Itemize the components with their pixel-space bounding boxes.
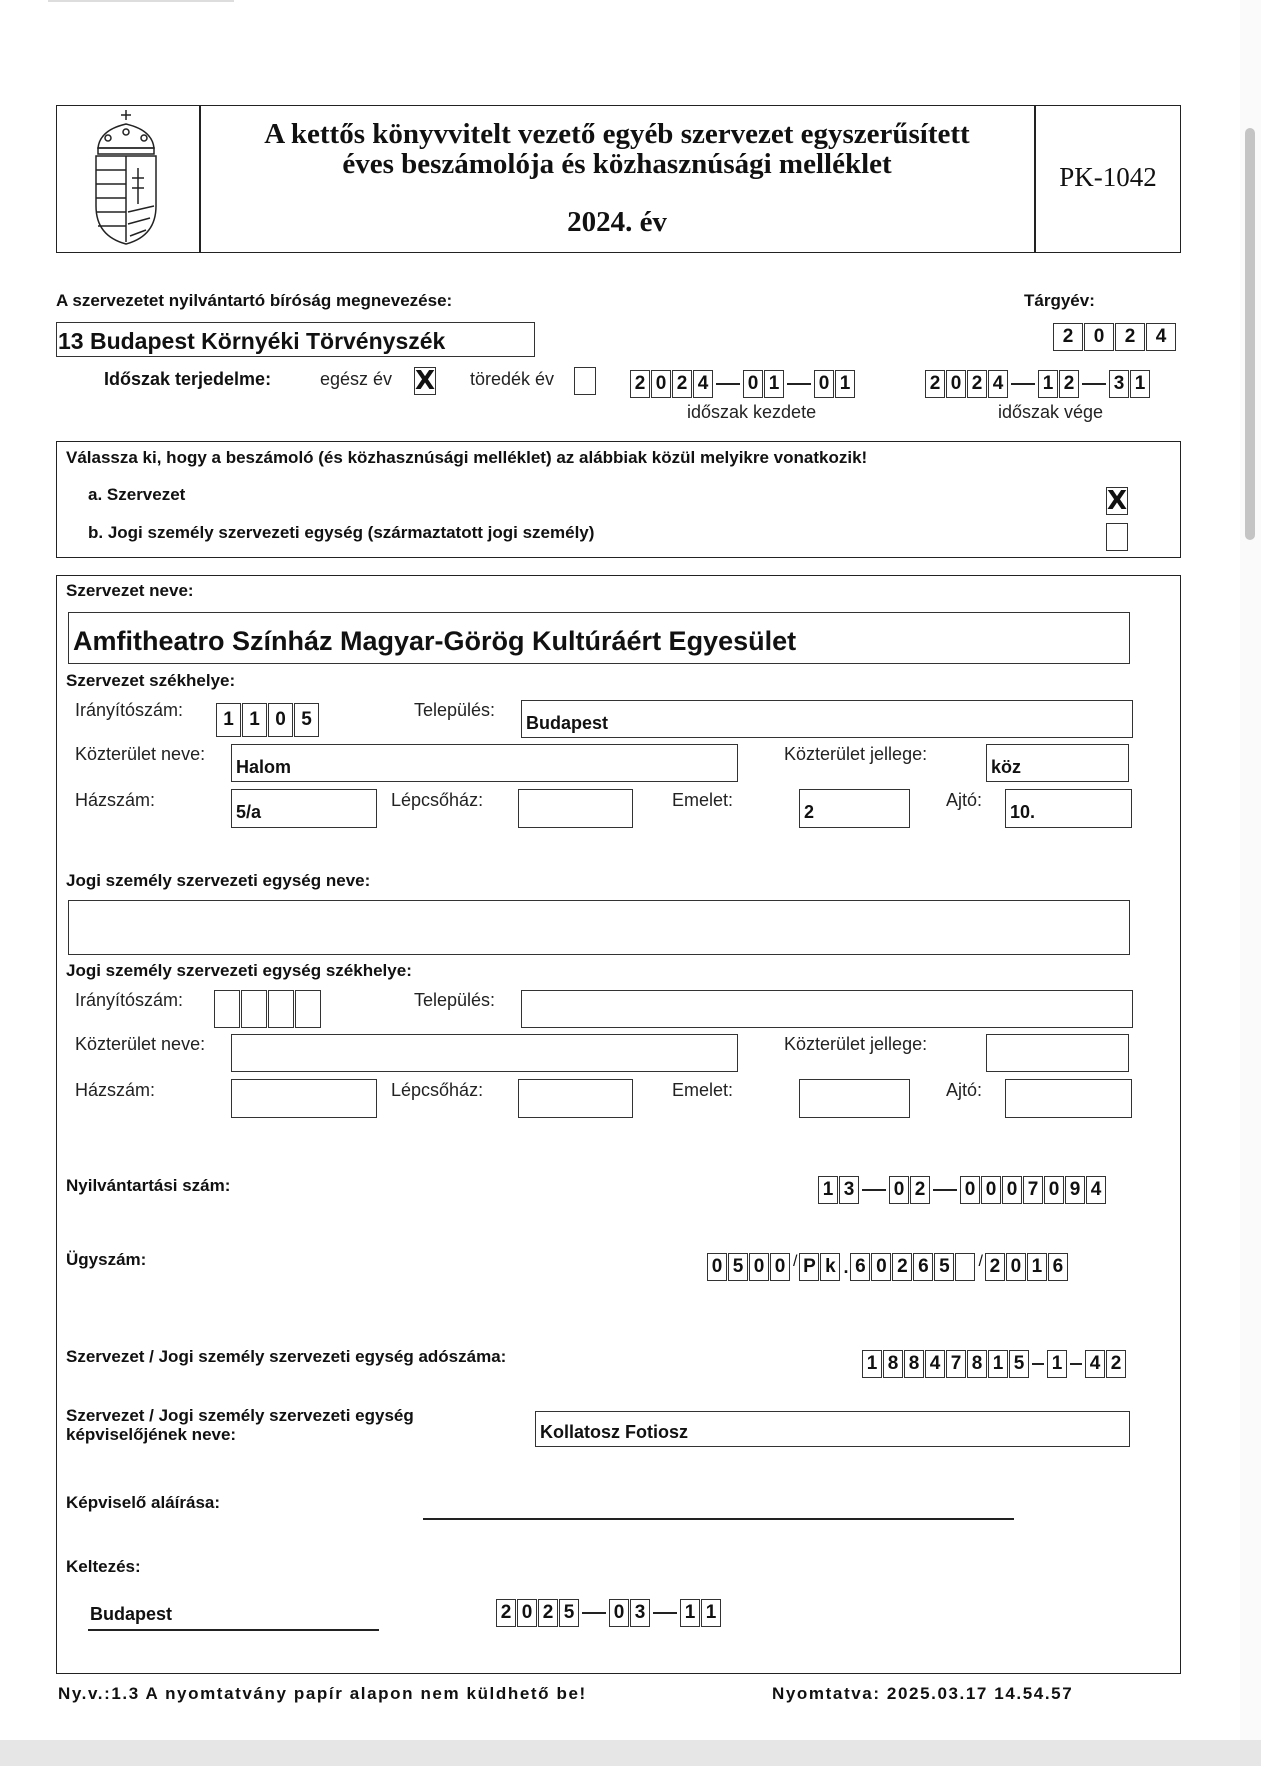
vertical-scrollbar-thumb[interactable]	[1245, 128, 1255, 540]
tax-label: Szervezet / Jogi személy szervezeti egység adószáma:	[66, 1347, 507, 1366]
period-end-y-cell[interactable]: 4	[988, 370, 1008, 398]
egesz-ev-checkbox[interactable]: X	[414, 366, 436, 396]
tax-a-cell[interactable]: 4	[925, 1350, 945, 1378]
date-place-value[interactable]: Budapest	[90, 1604, 173, 1624]
unit-floor-field[interactable]	[799, 1079, 910, 1118]
court-targyev-cell[interactable]: 2	[1115, 323, 1145, 351]
date-d-cell[interactable]: 1	[680, 1599, 700, 1627]
date-y-cell[interactable]: 2	[496, 1599, 516, 1627]
unit-door-label: Ajtó:	[946, 1080, 983, 1100]
date-y-cell[interactable]: 2	[538, 1599, 558, 1627]
form-code: PK-1042	[1059, 162, 1157, 192]
period-end-m-cell[interactable]: 2	[1059, 370, 1079, 398]
org-zip-cells[interactable]	[216, 703, 320, 737]
case-a-cell[interactable]: 0	[749, 1253, 769, 1281]
unit-street-field[interactable]	[231, 1034, 738, 1072]
period-end-y-cell[interactable]: 2	[925, 370, 945, 398]
case-d-cell[interactable]: 1	[1027, 1253, 1047, 1281]
period-end-y-cell[interactable]: 2	[967, 370, 987, 398]
date-place-line	[88, 1629, 379, 1631]
rep-label-line2: képviselőjének neve:	[66, 1425, 237, 1444]
case-slash-1: /	[793, 1253, 798, 1270]
period-start-y-cell[interactable]: 2	[630, 370, 650, 398]
court-targyev-cell[interactable]: 0	[1084, 323, 1114, 351]
org-name-label: Szervezet neve:	[66, 581, 194, 600]
unit-house-label: Házszám:	[75, 1080, 156, 1100]
unit-seat-label: Jogi személy szervezeti egység székhelye:	[66, 961, 412, 980]
registry-number[interactable]	[818, 1176, 1107, 1204]
period-start-d-cell[interactable]: 1	[835, 370, 855, 398]
org-seat-label: Szervezet székhelye:	[66, 671, 236, 690]
registry-c-cell[interactable]: 0	[1044, 1176, 1064, 1204]
registry-c-cell[interactable]: 0	[1002, 1176, 1022, 1204]
tax-a-cell[interactable]: 8	[904, 1350, 924, 1378]
scope-option-a-checkbox[interactable]: X	[1106, 486, 1128, 516]
unit-zip-cell[interactable]	[295, 990, 321, 1028]
org-zip-label: Irányítószám:	[75, 700, 184, 720]
hungarian-coat-of-arms-icon	[88, 108, 164, 248]
case-c-cell[interactable]: 2	[892, 1253, 912, 1281]
tax-a-cell[interactable]: 8	[967, 1350, 987, 1378]
case-c-cell[interactable]: 6	[913, 1253, 933, 1281]
toredek-ev-checkbox[interactable]	[574, 367, 596, 395]
main-form-box	[56, 575, 1181, 1674]
org-zip-cell[interactable]: 0	[268, 703, 293, 737]
unit-city-field[interactable]	[521, 990, 1133, 1028]
court-label: A szervezetet nyilvántartó bíróság megnevezése:	[56, 291, 453, 310]
org-street-label: Közterület neve:	[75, 744, 206, 764]
org-door-label: Ajtó:	[946, 790, 983, 810]
unit-zip-cell[interactable]	[268, 990, 294, 1028]
org-street-type-label: Közterület jellege:	[784, 744, 928, 764]
date-y-cell[interactable]: 5	[559, 1599, 579, 1627]
org-house-label: Házszám:	[75, 790, 156, 810]
tax-a-cell[interactable]: 5	[1009, 1350, 1029, 1378]
period-end-d-cell[interactable]: 3	[1109, 370, 1129, 398]
registry-c-cell[interactable]: 0	[960, 1176, 980, 1204]
period-start-y-cell[interactable]: 0	[651, 370, 671, 398]
case-c-cell[interactable]: 6	[850, 1253, 870, 1281]
tax-c-cell[interactable]: 4	[1085, 1350, 1105, 1378]
case-a-cell[interactable]: 0	[770, 1253, 790, 1281]
rep-label-line1: Szervezet / Jogi személy szervezeti egység	[66, 1406, 414, 1425]
org-house-field[interactable]: 5/a	[231, 789, 377, 828]
registry-b-cell[interactable]: 2	[910, 1176, 930, 1204]
date-d-cell[interactable]: 1	[701, 1599, 721, 1627]
period-end-y-cell[interactable]: 0	[946, 370, 966, 398]
unit-zip-label: Irányítószám:	[75, 990, 184, 1010]
date-y-cell[interactable]: 0	[517, 1599, 537, 1627]
period-start-m-cell[interactable]: 1	[764, 370, 784, 398]
date-label: Keltezés:	[66, 1557, 141, 1576]
org-floor-field[interactable]: 2	[799, 789, 910, 828]
org-zip-cell[interactable]: 1	[242, 703, 267, 737]
case-label: Ügyszám:	[66, 1250, 147, 1269]
period-start-date[interactable]	[630, 370, 856, 398]
org-zip-cell[interactable]: 1	[216, 703, 241, 737]
signature-label: Képviselő aláírása:	[66, 1493, 221, 1512]
case-d-cell[interactable]: 6	[1048, 1253, 1068, 1281]
case-dot: .	[843, 1256, 849, 1277]
org-stair-field[interactable]	[518, 789, 633, 828]
scope-option-b: b. Jogi személy szervezeti egység (származtatott jogi személy)	[88, 523, 595, 542]
registry-b-cell[interactable]: 0	[889, 1176, 909, 1204]
signature-line[interactable]	[423, 1518, 1014, 1520]
case-c-cell[interactable]	[955, 1253, 975, 1281]
toredek-ev-label: töredék év	[470, 369, 555, 389]
unit-stair-field[interactable]	[518, 1079, 633, 1118]
registry-a-cell[interactable]: 3	[839, 1176, 859, 1204]
tax-a-cell[interactable]: 7	[946, 1350, 966, 1378]
case-c-cell[interactable]: 0	[871, 1253, 891, 1281]
registry-a-cell[interactable]: 1	[818, 1176, 838, 1204]
unit-city-label: Település:	[414, 990, 496, 1010]
org-zip-cell[interactable]: 5	[294, 703, 319, 737]
bottom-viewer-bar	[0, 1740, 1261, 1766]
unit-door-field[interactable]	[1005, 1079, 1132, 1118]
period-start-y-cell[interactable]: 4	[693, 370, 713, 398]
case-number[interactable]	[707, 1253, 1069, 1281]
registry-c-cell[interactable]: 4	[1086, 1176, 1106, 1204]
unit-floor-label: Emelet:	[672, 1080, 734, 1100]
scope-option-b-checkbox[interactable]	[1106, 523, 1128, 551]
org-door-field[interactable]: 10.	[1005, 789, 1132, 828]
targyev-label: Tárgyév:	[1024, 291, 1095, 310]
date-m-cell[interactable]: 3	[630, 1599, 650, 1627]
tax-c-cell[interactable]: 2	[1106, 1350, 1126, 1378]
tax-b-cell[interactable]: 1	[1047, 1350, 1067, 1378]
unit-stair-label: Lépcsőház:	[391, 1080, 484, 1100]
targyev-cells[interactable]	[1053, 323, 1177, 351]
case-b-cell[interactable]: k	[820, 1253, 840, 1281]
period-end-caption: időszak vége	[998, 402, 1104, 422]
court-targyev-cell[interactable]: 4	[1146, 323, 1176, 351]
case-a-cell[interactable]: 0	[707, 1253, 727, 1281]
org-name-value: Amfitheatro Színház Magyar-Görög Kultúráért Egyesület	[73, 626, 797, 656]
period-end-m-cell[interactable]: 1	[1038, 370, 1058, 398]
date-m-cell[interactable]: 0	[609, 1599, 629, 1627]
period-label: Időszak terjedelme:	[104, 369, 272, 389]
footer-print-time: Nyomtatva: 2025.03.17 14.54.57	[772, 1684, 1074, 1703]
unit-street-type-label: Közterület jellege:	[784, 1034, 928, 1054]
page-top-edge	[48, 0, 234, 2]
case-d-cell[interactable]: 2	[985, 1253, 1005, 1281]
court-value: 13 Budapest Környéki Törvényszék	[58, 328, 446, 354]
tax-a-cell[interactable]: 1	[988, 1350, 1008, 1378]
unit-street-label: Közterület neve:	[75, 1034, 206, 1054]
period-start-m-cell[interactable]: 0	[743, 370, 763, 398]
registry-label: Nyilvántartási szám:	[66, 1176, 231, 1195]
case-slash-2: /	[978, 1253, 983, 1270]
form-title-line1: A kettős könyvvitelt vezető egyéb szervezet egyszerűsített	[264, 118, 970, 150]
date-cells[interactable]	[496, 1599, 722, 1627]
org-street-field[interactable]: Halom	[231, 744, 738, 782]
registry-c-cell[interactable]: 0	[981, 1176, 1001, 1204]
unit-zip-cells[interactable]	[214, 990, 322, 1028]
form-title-line2: éves beszámolója és közhasznúsági melléklet	[342, 148, 892, 180]
rep-name-field[interactable]: Kollatosz Fotiosz	[535, 1411, 1130, 1447]
court-targyev-cell[interactable]: 2	[1053, 323, 1083, 351]
registry-c-cell[interactable]: 7	[1023, 1176, 1043, 1204]
scope-option-a: a. Szervezet	[88, 485, 186, 504]
registry-c-cell[interactable]: 9	[1065, 1176, 1085, 1204]
period-start-y-cell[interactable]: 2	[672, 370, 692, 398]
scope-question: Válassza ki, hogy a beszámoló (és közhasznúsági melléklet) az alábbiak közül melyikre vonatkozik!	[66, 448, 868, 467]
org-floor-label: Emelet:	[672, 790, 734, 810]
period-end-d-cell[interactable]: 1	[1130, 370, 1150, 398]
unit-house-field[interactable]	[231, 1079, 377, 1118]
case-d-cell[interactable]: 0	[1006, 1253, 1026, 1281]
org-street-type-field[interactable]: köz	[986, 744, 1129, 782]
period-end-date[interactable]	[925, 370, 1151, 398]
form-year: 2024. év	[567, 206, 667, 238]
tax-a-cell[interactable]: 8	[883, 1350, 903, 1378]
org-stair-label: Lépcsőház:	[391, 790, 484, 810]
org-city-field[interactable]: Budapest	[521, 700, 1133, 738]
case-c-cell[interactable]: 5	[934, 1253, 954, 1281]
case-b-cell[interactable]: P	[799, 1253, 819, 1281]
unit-zip-cell[interactable]	[241, 990, 267, 1028]
tax-a-cell[interactable]: 1	[862, 1350, 882, 1378]
footer-left-note: Ny.v.:1.3 A nyomtatvány papír alapon nem küldhető be!	[58, 1684, 587, 1703]
unit-name-field[interactable]	[68, 900, 1130, 955]
period-start-d-cell[interactable]: 0	[814, 370, 834, 398]
org-city-label: Település:	[414, 700, 496, 720]
tax-number[interactable]	[862, 1350, 1127, 1378]
unit-name-label: Jogi személy szervezeti egység neve:	[66, 871, 371, 890]
egesz-ev-label: egész év	[320, 369, 393, 389]
unit-street-type-field[interactable]	[986, 1034, 1129, 1072]
case-a-cell[interactable]: 5	[728, 1253, 748, 1281]
period-start-caption: időszak kezdete	[687, 402, 817, 422]
unit-zip-cell[interactable]	[214, 990, 240, 1028]
